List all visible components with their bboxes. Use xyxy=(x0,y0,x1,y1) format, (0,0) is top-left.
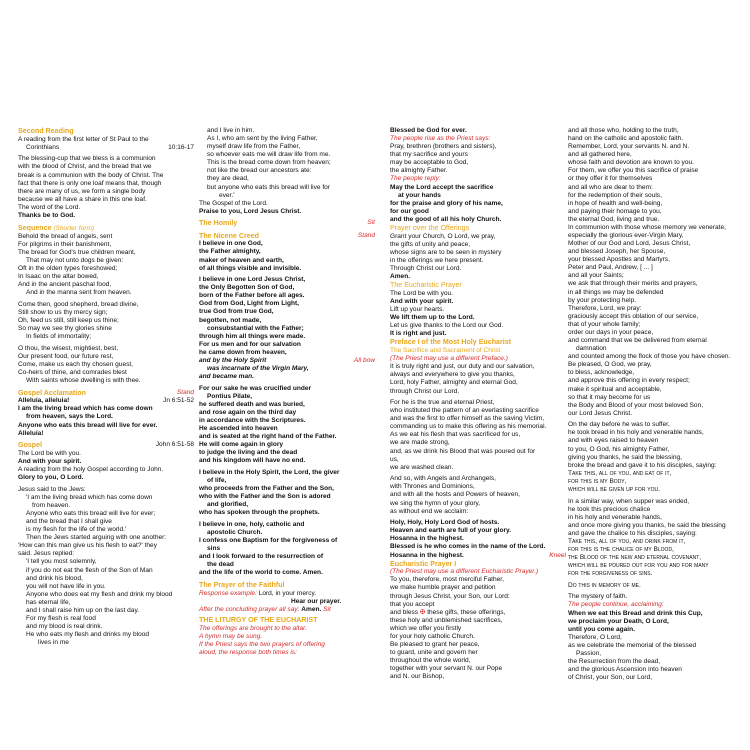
consecration-line: which will be poured out for you and for many xyxy=(568,562,709,570)
faithful-heading: The Prayer of the Faithful xyxy=(199,580,285,589)
sequence-line: So may we see thy glories shine xyxy=(18,324,112,332)
sequence-note: (Shorter form) xyxy=(53,224,95,232)
reading-intro: A reading from the first letter of St Paul to the xyxy=(18,135,149,143)
preface-line: with Thrones and Dominions, xyxy=(390,483,475,491)
offerings-heading: Prayer over the Offerings xyxy=(390,223,470,232)
rise-rubric: The people rise as the Priest says: xyxy=(390,135,491,143)
prayer-line: the eternal God, living and true. xyxy=(568,215,660,223)
prayer-line: and all gathered here, xyxy=(568,151,632,159)
preface-line: through Christ our Lord. xyxy=(390,387,460,395)
may-lord-line: at your hands xyxy=(398,191,441,199)
gospel-end-line: ever.' xyxy=(219,191,235,199)
sanctus-line: Hosanna in the highest. xyxy=(390,551,464,559)
reading-intro-2: Corinthians xyxy=(26,143,60,151)
amen: Amen. xyxy=(301,605,322,613)
creed-line: maker of heaven and earth, xyxy=(199,256,284,264)
creed-line: and became man. xyxy=(199,373,254,381)
prayer-line: giving you thanks, he said the blessing, xyxy=(568,453,682,461)
may-lord-line: and the good of all his holy Church. xyxy=(390,215,502,223)
creed-line: For our sake he was crucified under xyxy=(199,384,312,392)
prayer-line: especially the glorious ever-Virgin Mary, xyxy=(568,232,684,240)
gospel-intro-response: Glory to you, O Lord. xyxy=(18,474,84,482)
reply-rubric: The people reply: xyxy=(390,175,441,183)
prayer-line: we ask that through their merits and prayers, xyxy=(568,280,698,288)
gospel-line: and the bread that I shall give xyxy=(26,518,112,526)
reading-text-line: because we all have a share in this one loaf. xyxy=(18,195,147,203)
reading-text-line: The blessing-cup that we bless is a communion xyxy=(18,155,156,163)
gospel-word: The Gospel of the Lord. xyxy=(199,199,268,207)
sequence-line: Co-heirs of thine, and comrades blest xyxy=(18,368,127,376)
gospel-line: said. Jesus replied: xyxy=(18,550,75,558)
sanctus-line: Blessed is he who comes in the name of the Lord. xyxy=(390,543,546,551)
prayer-line: to bless, acknowledge, xyxy=(568,369,635,377)
dialogue-response: It is right and just. xyxy=(390,330,447,338)
reading-text-line: break is a communion with the body of Christ. The xyxy=(18,171,164,179)
prayer1-line: and N. our Bishop, xyxy=(390,673,445,681)
offerings-line: Through Christ our Lord. xyxy=(390,265,462,272)
liturgy-rubric: The offerings are brought to the altar. xyxy=(199,624,307,632)
sequence-line: That may not unto dogs be given: xyxy=(26,256,124,264)
gospel-ref: John 6:51-58 xyxy=(155,441,194,449)
homily-heading-row xyxy=(199,219,375,228)
prayer1-note: (The Priest may use a different Eucharistic Prayer.) xyxy=(390,568,539,576)
creed-line: the Father almighty, xyxy=(199,248,261,256)
creed-line: and glorified, xyxy=(207,501,249,509)
prayer-line: our Lord Jesus Christ. xyxy=(568,409,633,417)
gospel-line: Anyone who eats this bread will live for ever; xyxy=(26,509,156,517)
sequence-line: Still show to us thy mercy sign; xyxy=(18,308,108,316)
response-example-text: Lord, in your mercy. xyxy=(258,589,317,597)
gospel-heading-row xyxy=(18,441,194,450)
concluding-rubric: After the concluding prayer all say: xyxy=(199,605,300,613)
prayer-line: that of your whole family; xyxy=(568,320,641,328)
sequence-line: Come, make us each thy chosen guest, xyxy=(18,360,133,368)
prayer-line: Passion, xyxy=(576,649,602,657)
consecration-line: Take this, all of you, and eat of it, xyxy=(568,469,672,477)
kneel-rubric: Kneel xyxy=(549,551,566,559)
prayer-line: so that it may become for us xyxy=(568,393,651,401)
alleluia: Alleluia, alleluia! xyxy=(18,397,70,405)
prayer1-bless-line xyxy=(390,609,566,617)
acclamation-line: When we eat this Bread and drink this Cup, xyxy=(568,609,703,617)
creed-line: I believe in one God, xyxy=(199,240,263,248)
creed-line: the dead xyxy=(207,561,234,569)
creed-line: Pontius Pilate, xyxy=(207,392,253,400)
prayer-line: he took this precious chalice xyxy=(568,505,651,513)
preface-line: As we eat his flesh that was sacrificed for us, xyxy=(390,431,521,439)
gospel-end-line: As I, who am sent by the living Father, xyxy=(207,135,318,143)
gospel-line: Anyone who does eat my flesh and drink my blood xyxy=(26,590,173,598)
creed-line: and rose again on the third day xyxy=(199,408,297,416)
prayer-line: and paying their homage to you, xyxy=(568,207,662,215)
dialogue-line: Lift up your hearts. xyxy=(390,306,445,314)
creed-line: and is seated at the right hand of the Father. xyxy=(199,433,337,441)
preface-line: and with all the hosts and Powers of heaven, xyxy=(390,491,520,499)
sequence-line: In Isaac on the altar bowed, xyxy=(18,273,99,280)
prayer-line: Therefore, Lord, we pray: xyxy=(568,304,642,312)
sequence-line: In fields of immortality; xyxy=(26,333,92,341)
prayer1-line: through Jesus Christ, your Son, our Lord: xyxy=(390,592,510,600)
creed-line: and the life of the world to come. Amen. xyxy=(199,569,323,577)
offerings-line: whose signs are to be seen in mystery xyxy=(390,248,502,256)
acclamation-line: until you come again. xyxy=(568,625,635,633)
preface-line: we sing the hymn of your glory, xyxy=(390,499,481,507)
gospel-line: 'I tell you most solemnly, xyxy=(26,558,97,566)
preface-line: It is truly right and just, our duty and our salvation, xyxy=(390,363,535,371)
creed-bow-row xyxy=(199,357,375,365)
dialogue-response: And with your spirit. xyxy=(390,297,454,305)
liturgy-heading: THE LITURGY OF THE EUCHARIST xyxy=(199,615,318,624)
preface-line: us, xyxy=(390,455,399,463)
creed-line: consubstantial with the Father; xyxy=(207,324,304,332)
offerings-line: in the offerings we here present. xyxy=(390,256,484,264)
preface-line: and was the first to offer himself as the saving Victim, xyxy=(390,415,545,423)
creed-line: true God from true God, xyxy=(199,308,274,316)
pray-line: the almighty Father. xyxy=(390,167,448,175)
acclamation-line: Alleluia! xyxy=(18,429,44,437)
concluding-row xyxy=(199,606,375,614)
second-reading-heading: Second Reading xyxy=(18,127,74,135)
prayer-line: as we celebrate the memorial of the blessed xyxy=(568,641,697,649)
gospel-end-line: This is the bread come down from heaven; xyxy=(207,159,331,167)
prayer-line: and the glorious Ascension into heaven xyxy=(568,666,682,674)
prayer-line: and once more giving you thanks, he said the blessing xyxy=(568,521,726,529)
may-lord-line: for the praise and glory of his name, xyxy=(390,199,503,207)
prayer-line: Remember, Lord, your servants N. and N. xyxy=(568,143,690,151)
gospel-line: 'How can this man give us his flesh to eat?' they xyxy=(18,542,157,550)
prayer1-line: that you accept xyxy=(390,600,435,608)
offerings-line: Grant your Church, O Lord, we pray, xyxy=(390,232,496,240)
prayer-line: Mother of our God and Lord, Jesus Christ, xyxy=(568,240,691,248)
prayer-line: and all those who, holding to the truth, xyxy=(568,127,679,134)
gospel-response: Praise to you, Lord Jesus Christ. xyxy=(199,207,302,215)
prayer-line: and gave the chalice to his disciples, saying: xyxy=(568,529,697,537)
sit-rubric: Sit xyxy=(367,219,375,227)
pray-line: may be acceptable to God, xyxy=(390,159,469,167)
consecration-line: the Blood of the new and eternal covenant, xyxy=(568,554,702,562)
pray-line: that my sacrifice and yours xyxy=(390,151,468,159)
prayer-line: and approve this offering in every respect; xyxy=(568,377,690,385)
preface-line: who instituted the pattern of an everlasting sacrifice xyxy=(390,407,539,415)
gospel-end-line: so whoever eats me will draw life from me. xyxy=(207,151,331,159)
prayer1-line: which we offer you firstly xyxy=(390,624,462,632)
reading-text-line: with the blood of Christ, and the bread that we xyxy=(18,163,152,171)
creed-line: of all things visible and invisible. xyxy=(199,264,302,272)
preface-line: And so, with Angels and Archangels, xyxy=(390,475,496,483)
liturgy-rubric: A hymn may be sung. xyxy=(199,632,263,640)
reading-text-line: fact that there is only one loaf means that, though xyxy=(18,179,162,187)
creed-line: sins xyxy=(207,545,221,553)
column-1 xyxy=(18,127,194,647)
creed-line: He ascended into heaven xyxy=(199,425,278,433)
prayer-line: and command that we be delivered from eternal xyxy=(568,337,707,345)
creed-line: He will come again in glory xyxy=(199,441,284,449)
creed-line: I believe in one, holy, catholic and xyxy=(199,520,305,528)
gospel-greet: The Lord be with you. xyxy=(18,449,81,457)
sit-rubric: Sit xyxy=(323,605,331,613)
reading-text-line: there are many of us, we form a single body xyxy=(18,187,146,195)
stand-rubric: Stand xyxy=(176,388,194,396)
acclamation-line: Anyone who eats this bread will live for ever. xyxy=(18,421,158,429)
eucharistic-prayer-1-heading: Eucharistic Prayer I xyxy=(390,559,457,568)
liturgy-rubric: If the Priest says the two prayers of offering xyxy=(199,640,325,648)
creed-line: For us men and for our salvation xyxy=(199,340,301,348)
gospel-line: For my flesh is real food xyxy=(26,614,96,622)
sequence-line: And in the manna sent from heaven. xyxy=(26,289,132,297)
creed-line: who proceeds from the Father and the Son, xyxy=(199,485,334,493)
creed-line: and his kingdom will have no end. xyxy=(199,457,306,465)
prayer-line: and all who are dear to them: xyxy=(568,183,653,191)
preface-line: always and everywhere to give you thanks, xyxy=(390,371,515,379)
prayer1-line: for your holy catholic Church. xyxy=(390,632,475,640)
acclamation-heading-row xyxy=(18,389,194,398)
sequence-line: Oft in the olden types foreshowed; xyxy=(18,264,118,272)
creed-line: and by the Holy Spirit xyxy=(199,356,267,364)
sequence-line: Come then, good shepherd, bread divine, xyxy=(18,300,139,308)
offerings-line: the gifts of unity and peace, xyxy=(390,240,471,248)
sequence-line: With saints whose dwelling is with thee. xyxy=(26,376,141,384)
prayer-line: On the day before he was to suffer, xyxy=(568,421,670,429)
cross-icon: ✠ xyxy=(419,608,426,616)
gospel-line: has eternal life, xyxy=(26,598,71,606)
column-4 xyxy=(568,127,744,682)
prayer-line: of Christ, your Son, our Lord, xyxy=(568,674,653,682)
prayer-line: hand on the catholic and apostolic faith. xyxy=(568,135,684,143)
prayer-line: In communion with those whose memory we venerate, xyxy=(568,223,726,231)
pray-line: Pray, brethren (brothers and sisters), xyxy=(390,143,497,151)
consecration-line: Do this in memory of me. xyxy=(568,581,641,589)
thanks-response: Thanks be to God. xyxy=(18,211,76,219)
preface-subheading: The Sacrifice and Sacrament of Christ xyxy=(390,347,501,355)
creed-line: he suffered death and was buried, xyxy=(199,400,305,408)
gospel-greet-response: And with your spirit. xyxy=(18,457,82,465)
may-lord-line: for our good xyxy=(390,207,429,215)
prayer-line: and counted among the flock of those you have chosen. xyxy=(568,353,731,361)
prayer1-line: we make humble prayer and petition xyxy=(390,584,496,592)
prayer-line: Therefore, O Lord, xyxy=(568,633,622,641)
prayer1-line: throughout the whole world, xyxy=(390,657,471,665)
sequence-line: Oh, feed us still, still keep us thine; xyxy=(18,316,119,324)
mystery-of-faith: The mystery of faith. xyxy=(568,593,628,601)
prayer-line: the Body and Blood of your most beloved Son, xyxy=(568,401,704,409)
consecration-line: for this is my Body, xyxy=(568,477,627,485)
blessed-be-god: Blessed be God for ever. xyxy=(390,127,467,134)
preface-line: commanding us to make this offering as his memorial. xyxy=(390,423,547,431)
creed-line: apostolic Church. xyxy=(207,529,263,537)
sequence-heading-row xyxy=(18,224,194,233)
stand-rubric: Stand xyxy=(357,231,375,239)
creed-line: the Only Begotten Son of God, xyxy=(199,284,295,292)
eucharistic-prayer-heading: The Eucharistic Prayer xyxy=(390,281,462,290)
response-example-answer: Hear our prayer. xyxy=(291,597,342,605)
gospel-end-line: not like the bread our ancestors ate: xyxy=(207,167,312,175)
creed-line: I believe in one Lord Jesus Christ, xyxy=(199,276,306,284)
preface-note: (The Priest may use a different Preface.) xyxy=(390,355,508,363)
gospel-end-line: they are dead, xyxy=(207,175,249,183)
sequence-line: Behold the bread of angels, sent xyxy=(18,232,113,240)
gospel-line: and I shall raise him up on the last day. xyxy=(26,606,140,614)
preface-line: and, as we drink his Blood that was poured out for xyxy=(390,447,536,455)
acclamation-heading: Gospel Acclamation xyxy=(18,388,86,397)
liturgy-rubric: aloud, the response both times is: xyxy=(199,648,297,656)
prayer-line: and blessed Joseph, her Spouse, xyxy=(568,248,666,256)
acclamation-line: from heaven, says the Lord. xyxy=(26,413,113,421)
sanctus-line: Hosanna in the highest. xyxy=(390,535,464,543)
prayer1-line: these holy and unblemished sacrifices, xyxy=(390,616,503,624)
prayer-line: For them, we offer you this sacrifice of praise xyxy=(568,167,699,175)
creed-line: of life, xyxy=(207,477,227,485)
prayer-line: broke the bread and gave it to his disciples, saying: xyxy=(568,461,717,469)
sequence-line: O thou, the wisest, mightiest, best, xyxy=(18,344,119,352)
consecration-line: for the forgiveness of sins. xyxy=(568,570,653,578)
prayer-line: the Resurrection from the dead, xyxy=(568,658,661,665)
prayer-line: in hope of health and well-being, xyxy=(568,199,663,207)
prayer-line: order our days in your peace, xyxy=(568,328,654,336)
bless-text: and bless xyxy=(390,608,419,616)
gospel-intro: A reading from the holy Gospel according to John. xyxy=(18,466,164,474)
creed-line: I confess one Baptism for the forgiveness of xyxy=(199,537,338,545)
preface-line: Lord, holy Father, almighty and eternal God, xyxy=(390,379,518,387)
column-3 xyxy=(390,127,566,681)
creed-line: through him all things were made. xyxy=(199,332,306,340)
sequence-line: For pilgrims in their banishment, xyxy=(18,240,112,248)
preface-heading: Preface I of the Most Holy Eucharist xyxy=(390,338,512,347)
reading-ref: 10:16-17 xyxy=(168,143,194,151)
sanctus-line: Heaven and earth are full of your glory. xyxy=(390,527,512,535)
creed-line: begotten, not made, xyxy=(199,316,262,324)
gospel-line: 'I am the living bread which has come down xyxy=(26,493,153,501)
creed-line: to judge the living and the dead xyxy=(199,449,298,457)
word-of-lord: The word of the Lord. xyxy=(18,203,81,211)
gospel-line: He who eats my flesh and drinks my blood xyxy=(26,631,149,639)
bless-text: these gifts, these offerings, xyxy=(427,608,506,616)
continue-rubric: The people continue, acclaiming: xyxy=(568,601,664,609)
sequence-heading: Sequence xyxy=(18,223,52,232)
amen: Amen. xyxy=(390,273,411,281)
sequence-line: And in the ancient paschal food, xyxy=(18,281,112,289)
gospel-line: Jesus said to the Jews: xyxy=(18,485,86,493)
gospel-line: from heaven. xyxy=(32,501,71,509)
prayer-line: make it spiritual and acceptable, xyxy=(568,385,662,393)
gospel-line: you will not have life in you. xyxy=(26,582,106,590)
homily-heading: The Homily xyxy=(199,219,238,228)
may-lord-line: May the Lord accept the sacrifice xyxy=(390,183,494,191)
gospel-line: Then the Jews started arguing with one another: xyxy=(26,534,167,542)
creed-line: in accordance with the Scriptures. xyxy=(199,417,306,424)
creed-heading: The Nicene Creed xyxy=(199,231,259,240)
prayer-line: he took bread in his holy and venerable hands, xyxy=(568,429,704,437)
faithful-response-row xyxy=(199,590,375,598)
acclamation-ref: Jn 6:51-52 xyxy=(163,397,194,405)
consecration-line: Take this, all of you, and drink from it, xyxy=(568,537,686,545)
gospel-line: is my flesh for the life of the world.' xyxy=(26,526,127,534)
reading-intro-row xyxy=(18,144,194,152)
prayer-line: by your protecting help. xyxy=(568,296,637,304)
prayer-line: in his holy and venerable hands, xyxy=(568,513,662,521)
preface-line: we are made strong, xyxy=(390,439,450,447)
prayer-line: Peter and Paul, Andrew, [ ... ] xyxy=(568,264,653,272)
creed-line: was incarnate of the Virgin Mary, xyxy=(207,365,309,373)
creed-line: he came down from heaven, xyxy=(199,348,287,356)
prayer-line: In a similar way, when supper was ended, xyxy=(568,497,690,505)
prayer-line: in all things we may be defended xyxy=(568,288,664,296)
prayer-line: or they offer it for themselves xyxy=(568,175,653,183)
prayer1-line: Be pleased to grant her peace, xyxy=(390,641,480,649)
alleluia-row xyxy=(18,397,194,405)
prayer-line: whose faith and devotion are known to you. xyxy=(568,159,694,167)
preface-line: we are washed clean. xyxy=(390,463,454,471)
prayer1-line: To you, therefore, most merciful Father, xyxy=(390,576,504,584)
sequence-line: The bread for God's true children meant, xyxy=(18,248,136,256)
hosanna-row xyxy=(390,552,566,560)
prayer1-line: together with your servant N. our Pope xyxy=(390,665,503,673)
gospel-end-line: and I live in him. xyxy=(207,127,255,134)
response-example-label: Response example: xyxy=(199,589,257,597)
sequence-line: Our present food, our future rest, xyxy=(18,352,114,360)
creed-line: who with the Father and the Son is adored xyxy=(199,493,331,501)
gospel-end-line: but anyone who eats this bread will live for xyxy=(207,183,331,191)
dialogue-response: We lift them up to the Lord. xyxy=(390,314,475,322)
prayer-line: for the redemption of their souls, xyxy=(568,191,662,199)
prayer-line: graciously accept this oblation of our service, xyxy=(568,312,699,320)
acclamation-line: we proclaim your Death, O Lord, xyxy=(568,617,669,625)
prayer1-line: to guard, unite and govern her xyxy=(390,649,478,657)
preface-line: For he is the true and eternal Priest, xyxy=(390,399,495,407)
creed-line: God from God, Light from Light, xyxy=(199,300,300,308)
gospel-line: and my blood is real drink. xyxy=(26,623,103,631)
prayer-line: to you, O God, his almighty Father, xyxy=(568,445,670,453)
creed-line: born of the Father before all ages. xyxy=(199,292,305,300)
dialogue-line: The Lord be with you. xyxy=(390,289,453,297)
prayer-line: your blessed Apostles and Martyrs, xyxy=(568,256,670,264)
all-bow-rubric: All bow xyxy=(353,356,375,364)
column-2 xyxy=(199,127,375,657)
gospel-line: lives in me xyxy=(38,639,69,647)
gospel-heading: Gospel xyxy=(18,441,43,450)
gospel-line: if you do not eat the flesh of the Son of Man xyxy=(26,566,153,574)
creed-line: and I look forward to the resurrection of xyxy=(199,553,324,561)
creed-line: who has spoken through the prophets. xyxy=(199,509,320,517)
prayer-line: and with eyes raised to heaven xyxy=(568,437,659,445)
prayer-line: damnation xyxy=(576,345,607,353)
creed-line: I believe in the Holy Spirit, the Lord, the giver xyxy=(199,468,340,476)
consecration-line: for this is the chalice of my Blood, xyxy=(568,545,674,553)
acclamation-line: I am the living bread which has come down xyxy=(18,405,153,413)
prayer-line: Be pleased, O God, we pray, xyxy=(568,361,652,369)
prayer-line: and all your Saints; xyxy=(568,272,624,280)
dialogue-line: Let us give thanks to the Lord our God. xyxy=(390,322,504,330)
gospel-end-line: myself draw life from the Father, xyxy=(207,143,301,151)
preface-line: as without end we acclaim: xyxy=(390,507,469,515)
consecration-line: which will be given up for you. xyxy=(568,485,660,493)
sanctus-line: Holy, Holy, Holy Lord God of hosts. xyxy=(390,519,500,527)
gospel-line: and drink his blood, xyxy=(26,574,83,582)
creed-heading-row xyxy=(199,232,375,241)
